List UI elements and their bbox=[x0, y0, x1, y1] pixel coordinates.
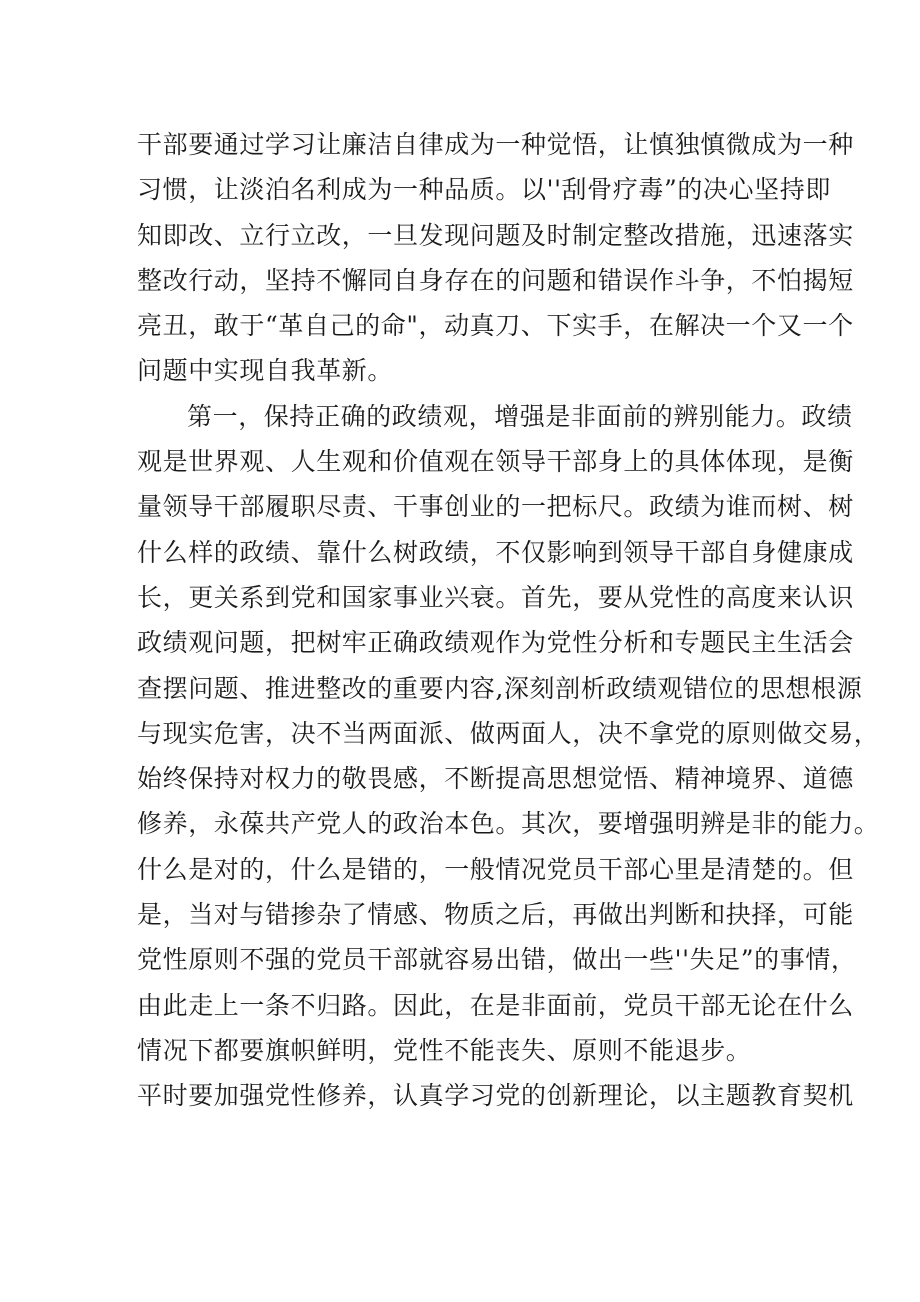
text-line: 量领导干部履职尽责、干事创业的一把标尺。政绩为谁而树、树 bbox=[137, 492, 854, 522]
text-line: 知即改、立行立改，一旦发现问题及时制定整改措施，迅速落实 bbox=[137, 220, 854, 250]
text-line: 情况下都要旗帜鲜明，党性不能丧失、原则不能退步。 bbox=[137, 1035, 752, 1065]
text-line: 查摆问题、推进整改的重要内容,深刻剖析政绩观错位的思想根源 bbox=[137, 673, 863, 703]
text-line: 是，当对与错掺杂了情感、物质之后，再做出判断和抉择，可能 bbox=[137, 900, 854, 930]
text-line: 问题中实现自我革新。 bbox=[137, 356, 394, 386]
text-line: 党性原则不强的党员干部就容易出错，做出一些''失足”的事情， bbox=[137, 945, 857, 975]
text-line: 亮丑，敢于“革自己的命"，动真刀、下实手，在解决一个又一个 bbox=[137, 311, 854, 341]
text-line: 什么是对的，什么是错的，一般情况党员干部心里是清楚的。但 bbox=[137, 854, 854, 884]
text-line: 政绩观问题，把树牢正确政绩观作为党性分析和专题民主生活会 bbox=[137, 628, 854, 658]
text-line: 由此走上一条不归路。因此，在是非面前，党员干部无论在什么 bbox=[137, 990, 854, 1020]
text-line: 与现实危害，决不当两面派、做两面人，决不拿党的原则做交易， bbox=[137, 718, 880, 748]
paragraph-first-line: 第一，保持正确的政绩观，增强是非面前的辨别能力。政绩 bbox=[187, 401, 853, 431]
text-line: 干部要通过学习让廉洁自律成为一种觉悟，让慎独慎微成为一种 bbox=[137, 130, 854, 159]
text-line: 整改行动，坚持不懈同自身存在的问题和错误作斗争，不怕揭短 bbox=[137, 265, 854, 295]
text-line: 什么样的政绩、靠什么树政绩，不仅影响到领导干部自身健康成 bbox=[137, 537, 854, 567]
text-line: 习惯，让淡泊名利成为一种品质。以''刮骨疗毒”的决心坚持即 bbox=[137, 175, 831, 205]
document-body bbox=[137, 122, 880, 1119]
text-line: 始终保持对权力的敬畏感，不断提高思想觉悟、精神境界、道德 bbox=[137, 764, 854, 794]
text-line: 修养，永葆共产党人的政治本色。其次，要增强明辨是非的能力。 bbox=[137, 809, 880, 839]
text-line: 平时要加强党性修养，认真学习党的创新理论，以主题教育契机 bbox=[137, 1081, 854, 1111]
text-line: 观是世界观、人生观和价值观在领导干部身上的具体体现，是衡 bbox=[137, 447, 854, 477]
text-line: 长，更关系到党和国家事业兴衰。首先，要从党性的高度来认识 bbox=[137, 582, 854, 612]
